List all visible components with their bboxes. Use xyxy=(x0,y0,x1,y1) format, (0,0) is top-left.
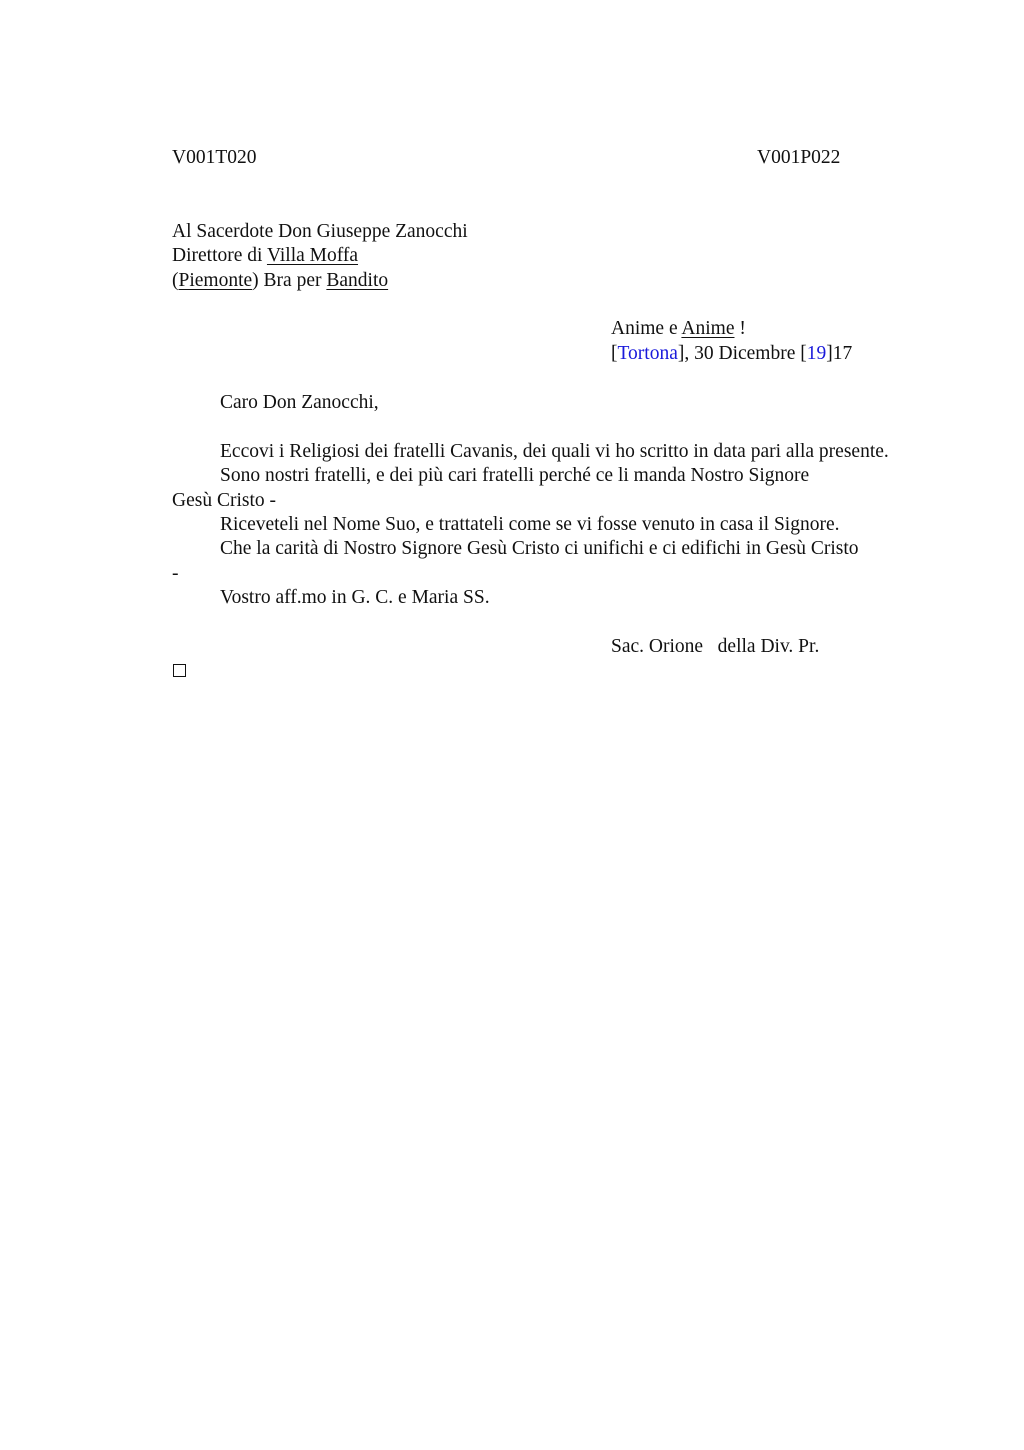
letter-date xyxy=(611,342,852,366)
address-line-2 xyxy=(172,244,358,268)
salutation: Caro Don Zanocchi, xyxy=(220,392,379,413)
body-paragraph-4-line-2: - xyxy=(172,563,179,584)
address-line-3 xyxy=(172,269,388,293)
body-paragraph-4-line-1: Che la carità di Nostro Signore Gesù Cristo ci unifichi e ci edifichi in Gesù Cristo xyxy=(220,538,859,559)
date-bracket-open: [ xyxy=(611,343,618,364)
address-paren-open: ( xyxy=(172,270,179,291)
body-paragraph-1: Eccovi i Religiosi dei fratelli Cavanis, dei quali vi ho scritto in data pari alla presente. xyxy=(220,441,889,462)
body-paragraph-3: Riceveteli nel Nome Suo, e trattateli come se vi fosse venuto in casa il Signore. xyxy=(220,514,840,535)
address-line-2-prefix: Direttore di xyxy=(172,245,267,266)
motto-suffix: ! xyxy=(734,318,746,339)
signature: Sac. Orione della Div. Pr. xyxy=(611,636,820,657)
motto xyxy=(611,317,746,341)
motto-underlined: Anime xyxy=(681,318,735,339)
address-place-bandito: Bandito xyxy=(326,270,389,291)
body-paragraph-2-line-2: Gesù Cristo - xyxy=(172,490,276,511)
address-region: Piemonte xyxy=(178,270,253,291)
date-century: 19 xyxy=(806,343,827,364)
address-place-villa: Villa Moffa xyxy=(266,245,359,266)
address-line-1: Al Sacerdote Don Giuseppe Zanocchi xyxy=(172,221,468,242)
date-year: ]17 xyxy=(826,343,853,364)
body-paragraph-2-line-1: Sono nostri fratelli, e dei più cari fratelli perché ce li manda Nostro Signore xyxy=(220,465,810,486)
address-line-3-mid: ) Bra per xyxy=(252,270,327,291)
closing-line: Vostro aff.mo in G. C. e Maria SS. xyxy=(220,587,490,608)
document-code-right: V001P022 xyxy=(757,147,841,168)
document-code-left: V001T020 xyxy=(172,147,257,168)
date-city: Tortona xyxy=(617,343,678,364)
date-day-month: ], 30 Dicembre [ xyxy=(677,343,807,364)
empty-box-icon xyxy=(173,664,186,677)
motto-prefix: Anime e xyxy=(611,318,682,339)
